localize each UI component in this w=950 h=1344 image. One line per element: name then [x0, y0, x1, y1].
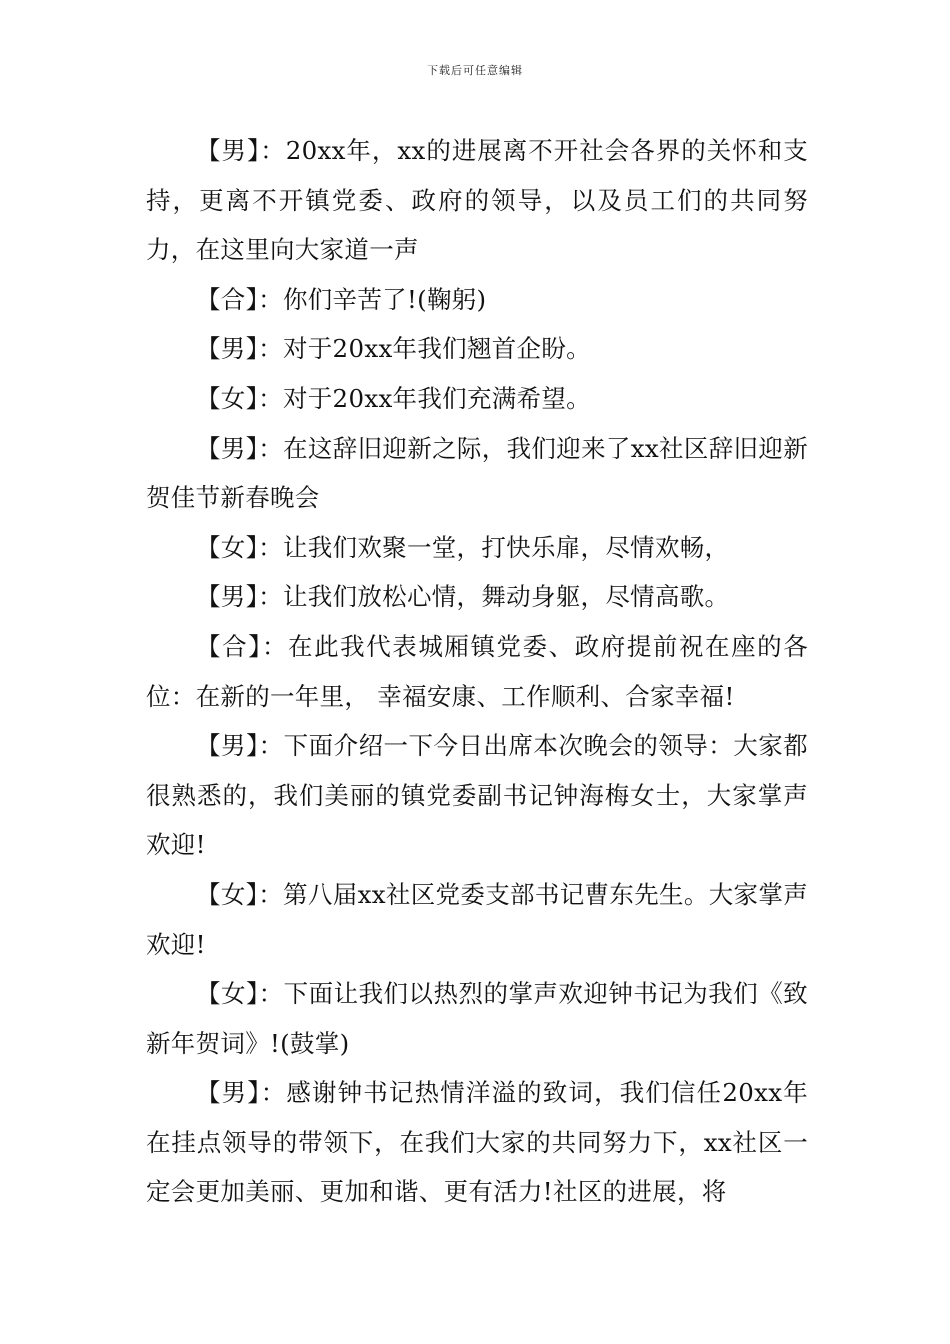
dialogue-text: 下面让我们以热烈的掌声欢迎钟书记为我们《致新年贺词》!(鼓掌) — [146, 979, 808, 1058]
dialogue-paragraph — [146, 523, 808, 573]
speaker-label: 【男】： — [196, 1078, 287, 1108]
dialogue-text: 20xx年，xx的进展离不开社会各界的关怀和支持，更离不开镇党委、政府的领导，以及员工们的共同努力，在这里向大家道一声 — [146, 136, 808, 265]
dialogue-paragraph — [146, 622, 808, 721]
speaker-label: 【合】： — [196, 631, 289, 661]
dialogue-text: 在这辞旧迎新之际，我们迎来了xx社区辞旧迎新贺佳节新春晚会 — [146, 433, 809, 513]
dialogue-text: 让我们放松心情，舞动身躯，尽情高歌。 — [282, 582, 730, 612]
dialogue-paragraph — [146, 424, 808, 523]
speaker-label: 【女】： — [196, 532, 283, 562]
dialogue-paragraph — [146, 721, 808, 870]
speaker-label: 【女】： — [196, 879, 284, 909]
speaker-label: 【男】： — [196, 433, 284, 463]
dialogue-text: 感谢钟书记热情洋溢的致词，我们信任20xx年在挂点领导的带领下，在我们大家的共同努力下，xx社区一定会更加美丽、更加和谐、更有活力!社区的进展，将 — [146, 1078, 808, 1207]
speaker-label: 【女】： — [196, 979, 284, 1009]
speaker-label: 【合】： — [196, 284, 283, 314]
dialogue-text: 让我们欢聚一堂，打快乐扉，尽情欢畅， — [282, 532, 730, 562]
dialogue-paragraph — [146, 969, 808, 1068]
dialogue-text: 在此我代表城厢镇党委、政府提前祝在座的各位：在新的一年里， 幸福安康、工作顺利、合家幸福! — [146, 631, 809, 711]
speaker-label: 【男】： — [196, 582, 283, 612]
dialogue-paragraph — [146, 324, 808, 374]
dialogue-paragraph — [146, 374, 808, 424]
speaker-label: 【男】： — [196, 136, 286, 165]
speaker-label: 【男】： — [196, 334, 283, 364]
dialogue-paragraph — [146, 126, 808, 275]
speaker-label: 【男】： — [196, 731, 284, 761]
dialogue-text: 你们辛苦了!(鞠躬) — [282, 284, 487, 314]
dialogue-text: 对于20xx年我们充满希望。 — [282, 383, 591, 413]
page-header: 下载后可任意编辑 — [427, 64, 523, 77]
dialogue-paragraph — [146, 1068, 808, 1217]
dialogue-paragraph — [146, 275, 808, 325]
dialogue-text: 第八届xx社区党委支部书记曹东先生。大家掌声欢迎! — [146, 879, 809, 959]
document-body — [146, 126, 808, 1217]
dialogue-text: 下面介绍一下今日出席本次晚会的领导：大家都很熟悉的，我们美丽的镇党委副书记钟海梅女士，大家掌声欢迎! — [146, 731, 808, 860]
dialogue-paragraph — [146, 870, 808, 969]
dialogue-paragraph — [146, 572, 808, 622]
speaker-label: 【女】： — [196, 383, 283, 413]
dialogue-text: 对于20xx年我们翘首企盼。 — [282, 334, 591, 364]
